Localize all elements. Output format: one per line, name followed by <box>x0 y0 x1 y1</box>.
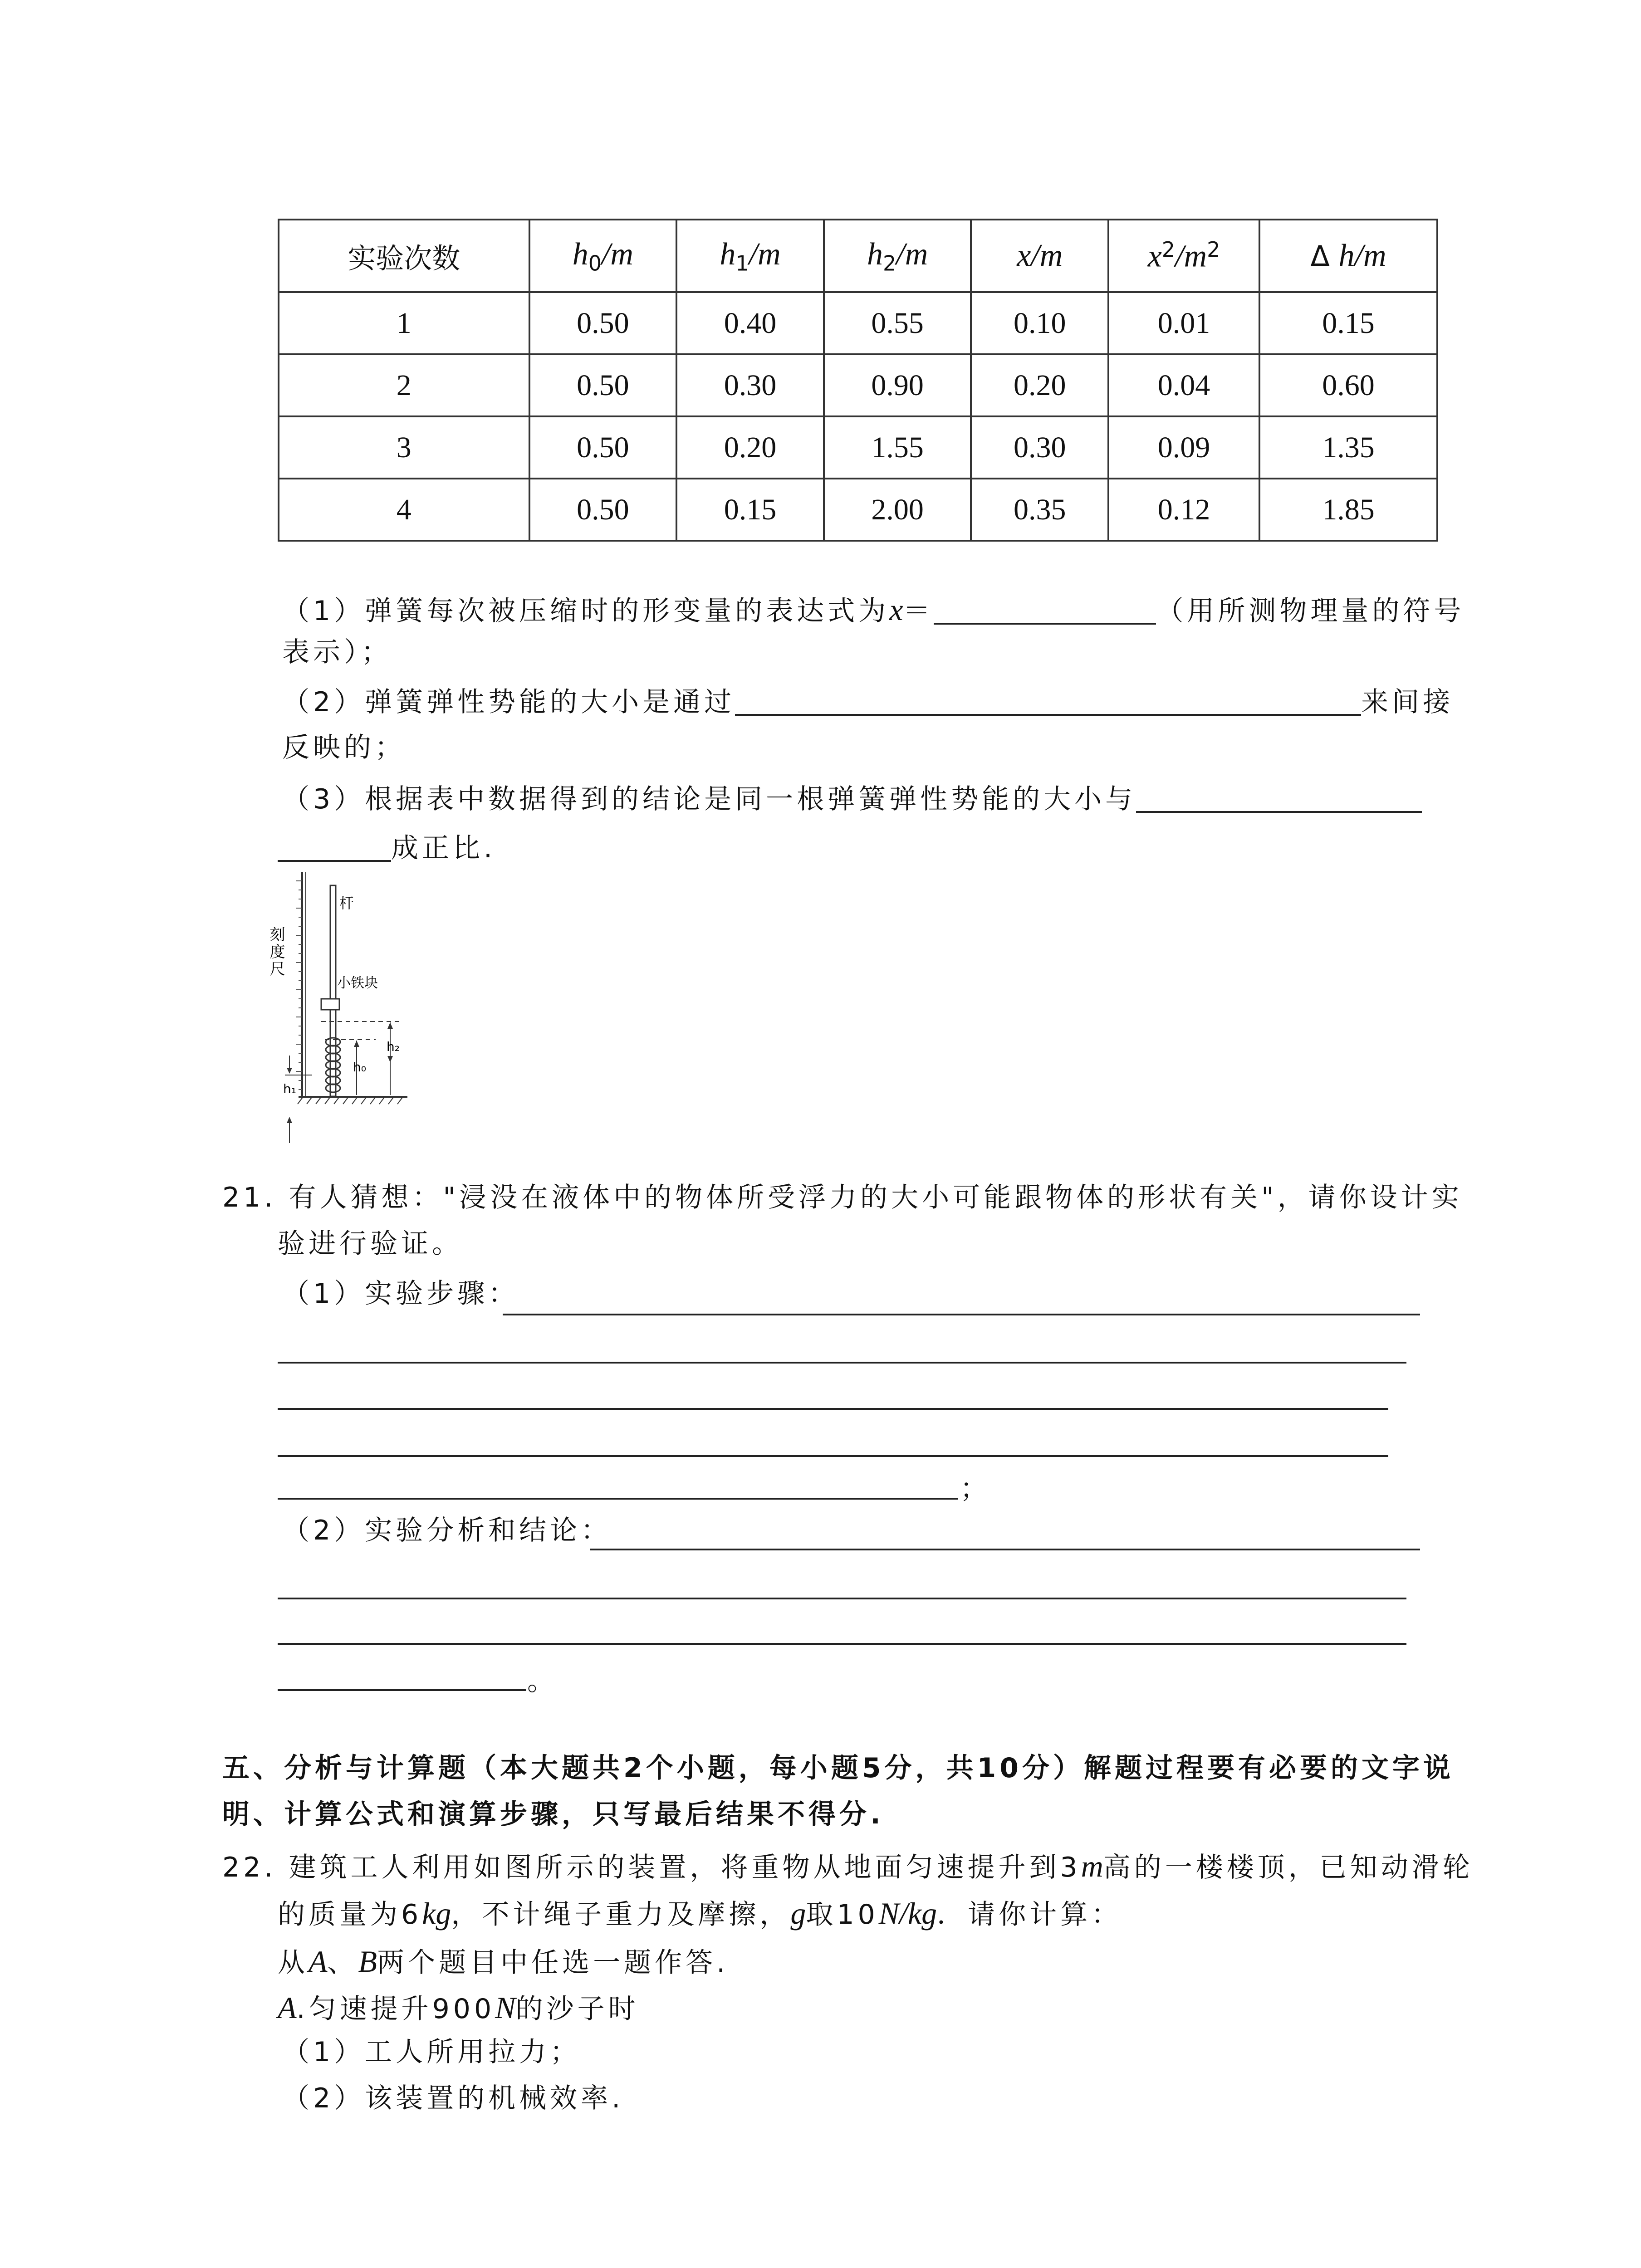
table-cell: 0.50 <box>529 354 677 416</box>
table-cell: 2 <box>279 354 529 416</box>
rod-label: 杆 <box>339 894 354 912</box>
table-row <box>279 292 1437 354</box>
q21-line1 <box>222 1184 1463 1211</box>
q21-analysis-blank-2[interactable] <box>278 1598 1406 1599</box>
q22-text-e: 取10 <box>806 1899 879 1931</box>
table-cell: 0.20 <box>676 416 824 479</box>
q21-question-text: 21. 有人猜想："浸没在液体中的物体所受浮力的大小可能跟物体的形状有关"，请你设计实 <box>222 1182 1463 1213</box>
table-cell: 0.50 <box>529 292 677 354</box>
q21-analysis-blank-1[interactable] <box>590 1549 1420 1550</box>
q21-analysis-blank-4[interactable] <box>278 1689 526 1691</box>
header-text: 实验次数 <box>348 241 460 275</box>
q20-part3-blank-a[interactable] <box>1136 784 1422 813</box>
spring-apparatus-diagram <box>267 872 421 1144</box>
block-label: 小铁块 <box>337 975 378 991</box>
rod <box>330 885 336 1096</box>
table-cell: 3 <box>279 416 529 479</box>
q20-part2-blank[interactable] <box>735 687 1361 716</box>
q20-part2-text-c: 反映的； <box>282 732 406 763</box>
table-row <box>279 416 1437 479</box>
table-cell: 0.50 <box>529 479 677 541</box>
q20-part1-text: （1）弹簧每次被压缩时的形变量的表达式为 <box>282 595 890 627</box>
q21-question-text-b: 验进行验证。 <box>278 1228 463 1260</box>
q22-text-g: 从 <box>278 1947 309 1979</box>
q22-option-a: A <box>309 1944 328 1979</box>
q22-unit-n: N <box>495 1990 516 2025</box>
q20-part3-text: （3）根据表中数据得到的结论是同一根弹簧弹性势能的大小与 <box>282 783 1136 815</box>
q21-analysis-period: 。 <box>527 1665 558 1697</box>
q21-step-blank-2[interactable] <box>278 1362 1406 1364</box>
q22-text-i: 两个题目中任选一题作答. <box>377 1947 729 1979</box>
q21-step-blank-1[interactable] <box>503 1314 1420 1315</box>
section5-heading-line1 <box>222 1752 1454 1784</box>
q20-part2-text: （2）弹簧弹性势能的大小是通过 <box>282 686 735 718</box>
table-cell: 0.04 <box>1108 354 1259 416</box>
q20-part1-blank[interactable] <box>934 596 1156 625</box>
header-h1: $h_1/m$ <box>676 220 824 292</box>
q22-text-a: 22. 建筑工人利用如图所示的装置，将重物从地面匀速提升到3 <box>222 1852 1081 1883</box>
q21-analysis-blank-3[interactable] <box>278 1643 1406 1645</box>
table-cell: 0.15 <box>676 479 824 541</box>
table-cell: 0.10 <box>971 292 1108 354</box>
experiment-table <box>278 219 1438 542</box>
q22-text-k: 的沙子时 <box>515 1993 639 2025</box>
table-cell: 0.55 <box>824 292 971 354</box>
q22-line3 <box>278 1946 729 1977</box>
q21-analysis-line <box>282 1517 612 1544</box>
q20-part2-line2 <box>282 734 406 761</box>
h2-label: h₂ <box>387 1039 400 1054</box>
q22-text-d: ，不计绳子重力及摩擦， <box>451 1899 791 1931</box>
h0-label: h₀ <box>353 1060 366 1075</box>
q22-text-j: .匀速提升900 <box>296 1993 495 2025</box>
q22-sub2-text: （2）该装置的机械效率. <box>282 2082 624 2114</box>
q20-part1-line1 <box>282 594 1465 625</box>
header-trial-count <box>279 220 529 292</box>
q21-line2 <box>278 1228 463 1260</box>
q20-part3-line2 <box>278 833 496 862</box>
table-cell: 0.60 <box>1259 354 1437 416</box>
q21-step-end <box>960 1473 991 1505</box>
q22-text-h: 、 <box>327 1947 358 1979</box>
table-cell: 0.09 <box>1108 416 1259 479</box>
q21-step-blank-5[interactable] <box>278 1498 958 1500</box>
q20-part2-line1 <box>282 687 1454 716</box>
q22-sub2 <box>282 2082 624 2114</box>
q22-option-a-label: A <box>278 1990 297 2025</box>
table-cell: 2.00 <box>824 479 971 541</box>
ruler-ticks <box>296 881 302 1090</box>
q21-step-blank-3[interactable] <box>278 1408 1388 1410</box>
table-cell: 0.40 <box>676 292 824 354</box>
table-row <box>279 354 1437 416</box>
ground-hatch <box>298 1097 403 1104</box>
table-cell: 1.85 <box>1259 479 1437 541</box>
q20-part1-text-b: （用所测物理量的符号 <box>1156 595 1465 627</box>
q22-option-b: B <box>358 1944 377 1979</box>
q21-step-semicolon: ； <box>960 1473 991 1505</box>
q20-part1-line2 <box>282 636 392 668</box>
h1-label: h₁ <box>283 1081 296 1096</box>
table-cell: 1.55 <box>824 416 971 479</box>
table-cell: 0.15 <box>1259 292 1437 354</box>
header-x: x/m <box>971 220 1108 292</box>
q20-part2-text-b: 来间接 <box>1361 686 1454 718</box>
header-h2: $h_2/m$ <box>824 220 971 292</box>
table-cell: 1 <box>279 292 529 354</box>
q21-step-label: （1）实验步骤： <box>282 1278 519 1310</box>
table-cell: 0.12 <box>1108 479 1259 541</box>
table-row <box>279 479 1437 541</box>
ruler-label: 刻度尺 <box>267 926 285 978</box>
table-cell: 0.01 <box>1108 292 1259 354</box>
q20-part3-text-b: 成正比. <box>391 832 496 864</box>
header-x-squared: $x^2/m^2$ <box>1108 220 1259 292</box>
table-cell: 0.20 <box>971 354 1108 416</box>
q20-part3-line1 <box>282 784 1422 813</box>
q21-step-line <box>282 1278 519 1310</box>
table-cell: 0.35 <box>971 479 1108 541</box>
table-cell: 0.50 <box>529 416 677 479</box>
spring-apparatus-figure <box>267 872 421 1144</box>
table-cell: 0.30 <box>971 416 1108 479</box>
q22-text-b: 高的一楼楼顶，已知动滑轮 <box>1103 1852 1474 1883</box>
q20-equals: ＝ <box>903 595 934 627</box>
q22-line4 <box>278 1992 639 2023</box>
q21-analysis-end <box>527 1667 558 1695</box>
table-cell: 1.35 <box>1259 416 1437 479</box>
header-h0: $h_0/m$ <box>529 220 677 292</box>
header-delta-h: Δ h/m <box>1259 220 1437 292</box>
table-header-row <box>279 220 1437 292</box>
iron-block <box>321 999 339 1010</box>
q22-unit-nkg: N/kg <box>878 1896 937 1931</box>
table-cell: 4 <box>279 479 529 541</box>
q22-text-c: 的质量为6 <box>278 1899 422 1931</box>
q20-part1-text-c: 表示）； <box>282 636 392 668</box>
q22-unit-m: m <box>1081 1849 1103 1883</box>
q22-unit-kg: kg <box>422 1896 451 1931</box>
q22-text-f: ．请你计算： <box>937 1899 1122 1931</box>
q22-sub1 <box>282 2038 581 2066</box>
q21-step-blank-4[interactable] <box>278 1455 1388 1457</box>
section5-heading-line2 <box>222 1801 884 1828</box>
q22-var-g: g <box>790 1896 806 1931</box>
q20-var-x: x <box>889 592 903 627</box>
q22-sub1-text: （1）工人所用拉力； <box>282 2036 581 2068</box>
section5-heading-text: 五、分析与计算题（本大题共2个小题，每小题5分，共10分）解题过程要有必要的文字说 <box>222 1752 1454 1784</box>
q21-analysis-label: （2）实验分析和结论： <box>282 1515 612 1546</box>
table-cell: 0.90 <box>824 354 971 416</box>
q20-part3-blank-b[interactable] <box>278 833 391 862</box>
table-cell: 0.30 <box>676 354 824 416</box>
q22-line1 <box>222 1851 1474 1882</box>
section5-heading-text-b: 明、计算公式和演算步骤，只写最后结果不得分. <box>222 1799 884 1830</box>
q22-line2 <box>278 1898 1122 1929</box>
